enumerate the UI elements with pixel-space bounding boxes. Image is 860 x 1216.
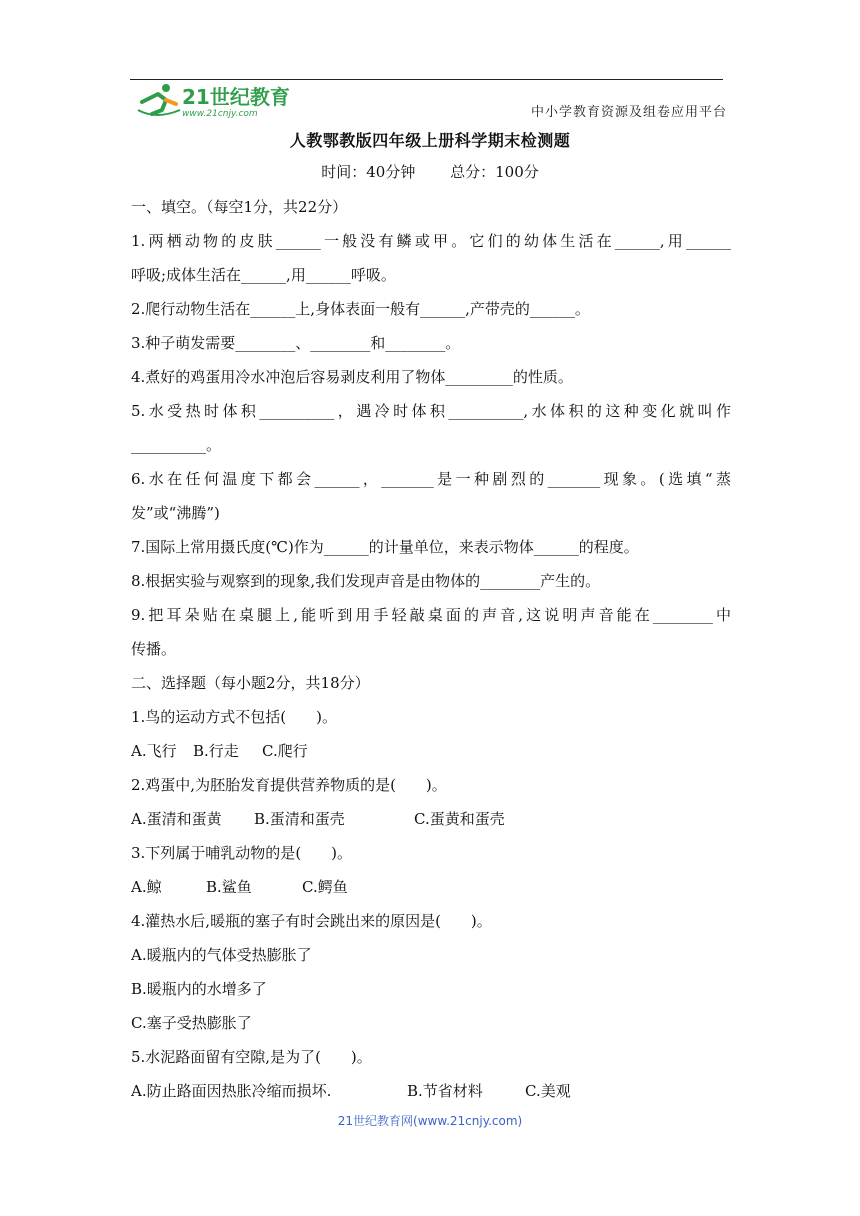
page-title: 人教鄂教版四年级上册科学期末检测题 — [289, 131, 571, 150]
total-score: 总分：100分 — [450, 163, 539, 181]
option: C.美观 — [525, 1082, 571, 1100]
question-line: 4.煮好的鸡蛋用冷水冲泡后容易剥皮利用了物体_________的性质。 — [131, 368, 573, 386]
question-line: 3.种子萌发需要________、________和________。 — [131, 334, 461, 352]
option: B.鲨鱼 — [206, 878, 252, 896]
question-line: 发”或“沸腾”) — [131, 504, 220, 522]
logo-url: www.21cnjy.com — [182, 109, 258, 119]
question-stem: 3.下列属于哺乳动物的是( )。 — [131, 844, 353, 862]
options-row — [131, 802, 731, 836]
question-line: 6.水在任何温度下都会______，_______是一种剧烈的_______现象。(选填“蒸 — [131, 470, 731, 488]
question-stem: 4.灌热水后,暖瓶的塞子有时会跳出来的原因是( )。 — [131, 912, 492, 930]
question-stem: 5.水泥路面留有空隙,是为了( )。 — [131, 1048, 372, 1066]
section-heading: 二、选择题（每小题2分，共18分） — [131, 674, 370, 692]
logo — [136, 80, 316, 120]
question-line: 1.两栖动物的皮肤______一般没有鳞或甲。它们的幼体生活在______,用______ — [131, 232, 731, 250]
option: A.鲸 — [131, 878, 162, 896]
option: B.蛋清和蛋壳 — [254, 810, 345, 828]
option: A.暖瓶内的气体受热膨胀了 — [131, 946, 312, 964]
options-row — [131, 1074, 731, 1108]
footer-link[interactable]: 21世纪教育网(www.21cnjy.com) — [337, 1114, 523, 1128]
option: A.飞行 — [131, 742, 177, 760]
exam-meta — [0, 161, 860, 182]
exam-content — [131, 190, 731, 1108]
option: B.行走 — [193, 742, 239, 760]
runner-logo-icon — [136, 80, 316, 120]
option: A.蛋清和蛋黄 — [131, 810, 222, 828]
option: C.鳄鱼 — [302, 878, 348, 896]
question-line: 2.爬行动物生活在______上,身体表面一般有______,产带壳的______。 — [131, 300, 590, 318]
question-line: 7.国际上常用摄氏度(℃)作为______的计量单位，来表示物体______的程度。 — [131, 538, 639, 556]
option: B.节省材料 — [407, 1082, 483, 1100]
question-line: 呼吸;成体生活在______,用______呼吸。 — [131, 266, 396, 284]
question-line: 传播。 — [131, 640, 177, 658]
option: A.防止路面因热胀冷缩而损坏. — [131, 1082, 332, 1100]
question-stem: 2.鸡蛋中,为胚胎发育提供营养物质的是( )。 — [131, 776, 447, 794]
options-row — [131, 734, 731, 768]
question-line: 8.根据实验与观察到的现象,我们发现声音是由物体的________产生的。 — [131, 572, 601, 590]
question-line: 9.把耳朵贴在桌腿上,能听到用手轻敲桌面的声音,这说明声音能在________中 — [131, 606, 731, 624]
option: C.爬行 — [262, 742, 308, 760]
question-stem: 1.鸟的运动方式不包括( )。 — [131, 708, 338, 726]
time-limit: 时间：40分钟 — [321, 163, 416, 181]
option: C.塞子受热膨胀了 — [131, 1014, 252, 1032]
question-line: __________。 — [131, 436, 222, 454]
options-row — [131, 870, 731, 904]
platform-label: 中小学教育资源及组卷应用平台 — [530, 105, 727, 120]
logo-text: 21世纪教育 — [182, 85, 290, 109]
option: C.蛋黄和蛋壳 — [414, 810, 505, 828]
question-line: 5.水受热时体积__________，遇冷时体积__________,水体积的这种变化就叫作 — [131, 402, 731, 420]
option: B.暖瓶内的水增多了 — [131, 980, 267, 998]
section-heading: 一、填空。（每空1分，共22分） — [131, 198, 348, 216]
